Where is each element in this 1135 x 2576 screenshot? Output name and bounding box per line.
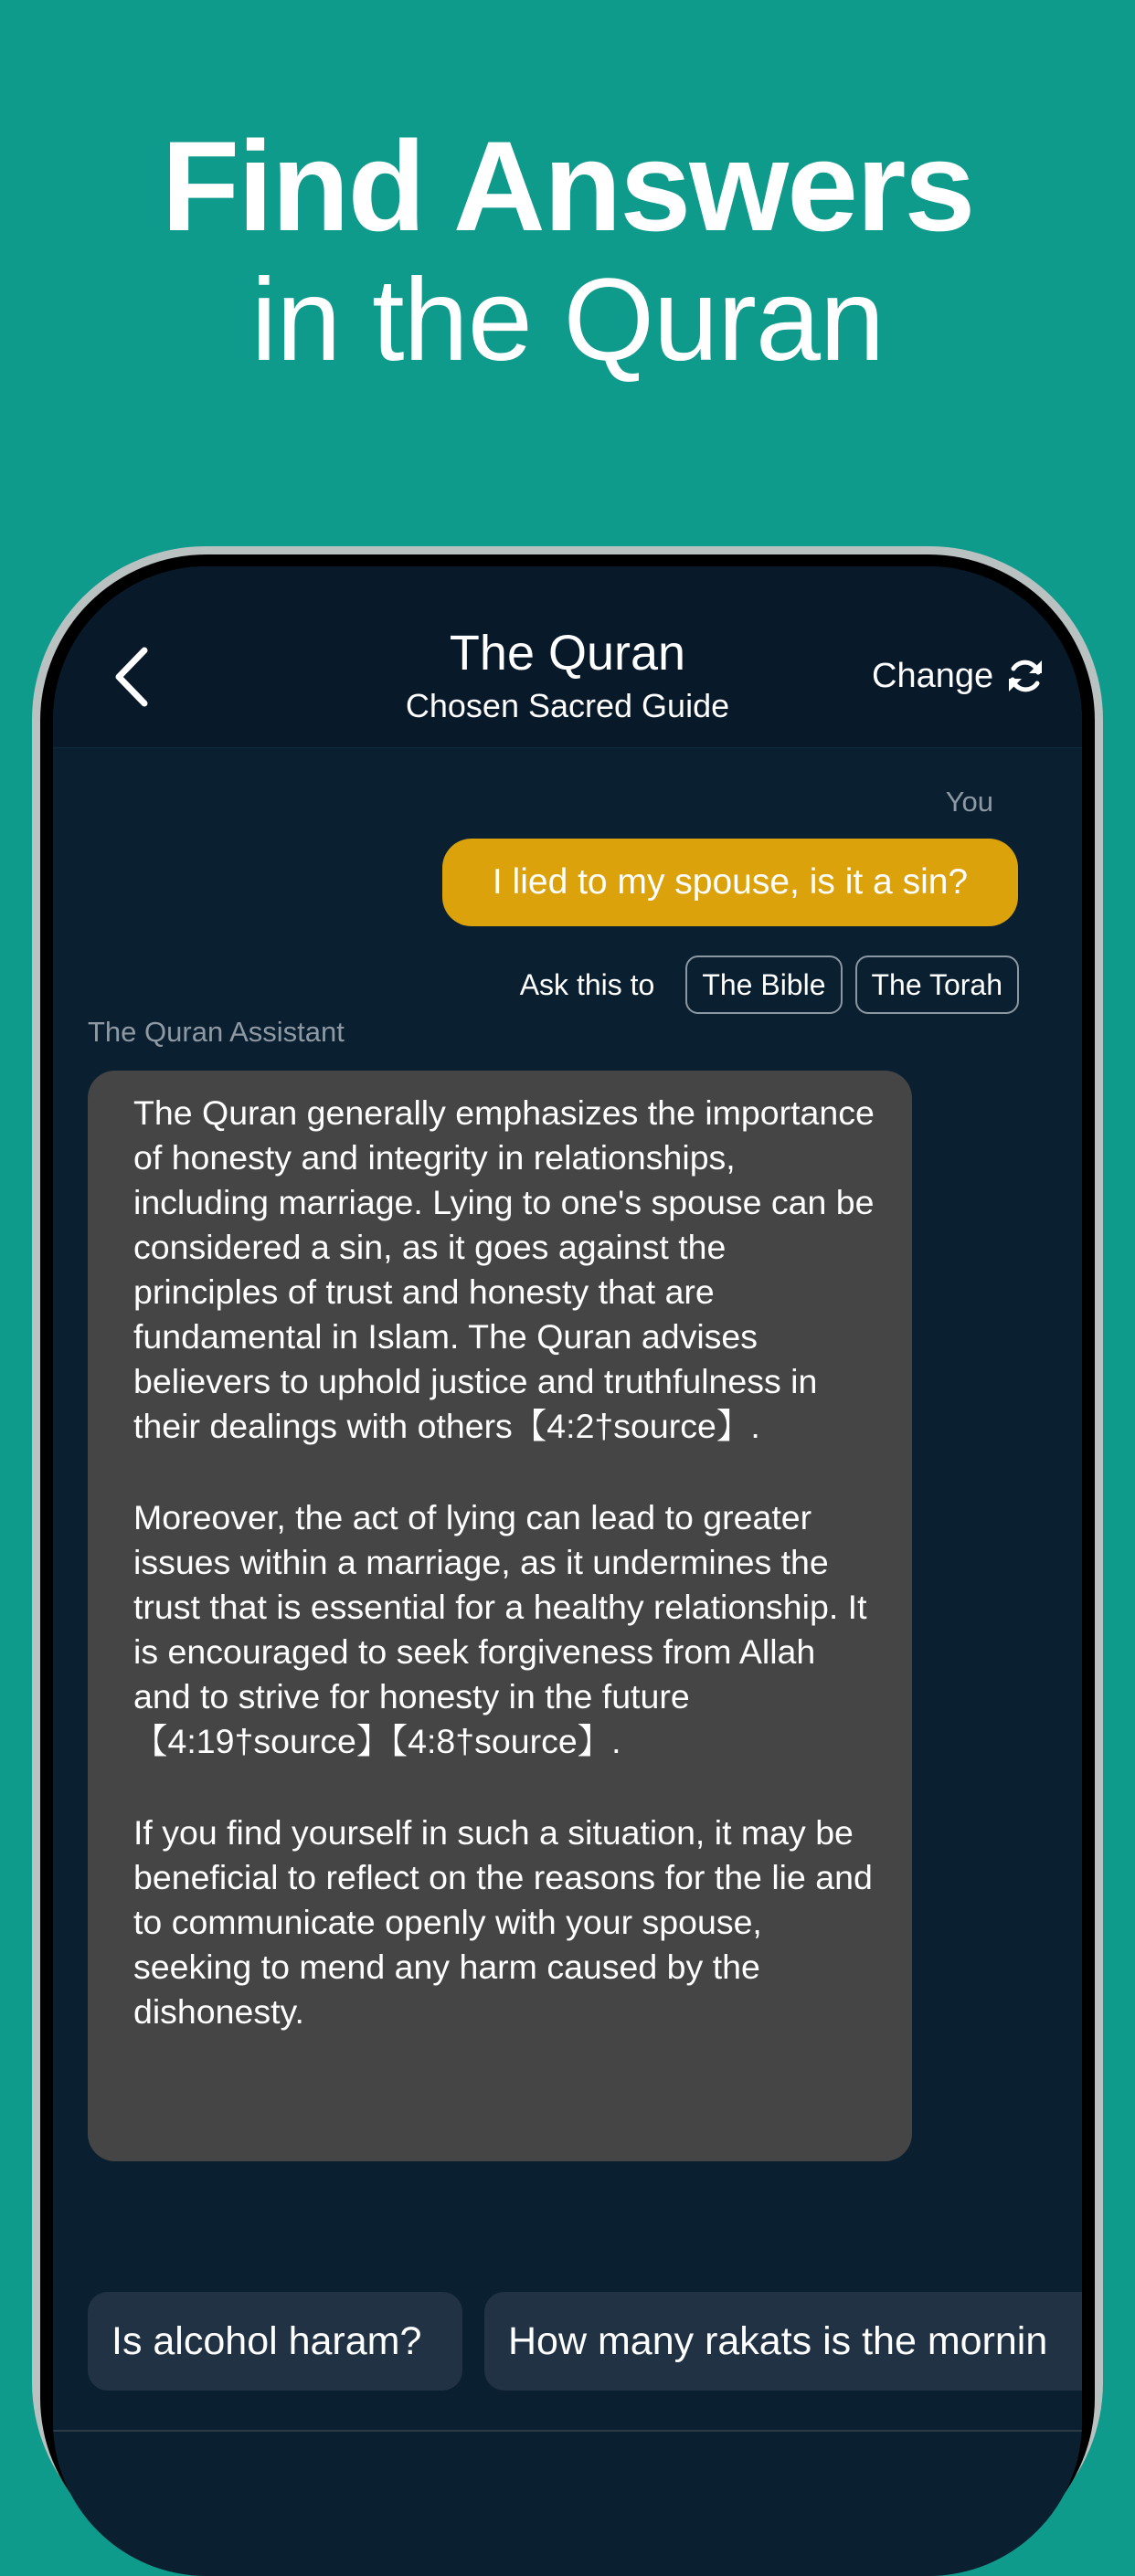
assistant-paragraph-2: Moreover, the act of lying can lead to greater issues within a marriage, as it undermines the trust that is essential for a healthy relationship. It is encouraged to seek forgiveness from Allah and to strive for honesty in the future【4:19†source】【4:8†source】. [133,1498,867,1760]
change-label: Change [872,656,994,695]
ask-bible-button[interactable]: The Bible [685,955,842,1014]
ask-alternatives-row [520,954,1019,1016]
hero-subtitle: in the Quran [250,255,885,385]
phone-screen [53,566,1082,2576]
change-guide-button[interactable] [872,649,1045,703]
page-subtitle: Chosen Sacred Guide [405,687,730,724]
assistant-label: The Quran Assistant [88,1016,345,1048]
assistant-message-bubble [88,1071,912,2161]
assistant-paragraph-3: If you find yourself in such a situation, it may be beneficial to reflect on the reasons for the lie and to communicate openly with your spouse, seeking to mend any harm caused by the dishonesty. [133,1813,873,2031]
chat-header [53,566,1082,748]
ask-label: Ask this to [519,967,655,1001]
suggestion-chip-rakats[interactable]: How many rakats is the mornin [484,2292,1082,2391]
page-title: The Quran [449,626,686,681]
user-label: You [945,786,993,818]
refresh-icon [1006,657,1045,695]
user-message-bubble [442,839,1018,926]
hero-title: Find Answers [161,114,974,258]
assistant-paragraph-1: The Quran generally emphasizes the importance of honesty and integrity in relationships, including marriage. Lying to one's spouse can be considered a sin, as it goes against the principles of trust and honesty that are fundamental in Islam. The Quran advises believers to uphold justice and truthfulness in their dealings with others【4:2†source】. [133,1093,875,1445]
ask-torah-button[interactable]: The Torah [855,955,1020,1014]
suggestion-chip-alcohol[interactable]: Is alcohol haram? [88,2292,462,2391]
hero-heading [0,114,1135,387]
bottom-divider [53,2430,1082,2432]
user-message-text: I lied to my spouse, is it a sin? [492,862,969,902]
